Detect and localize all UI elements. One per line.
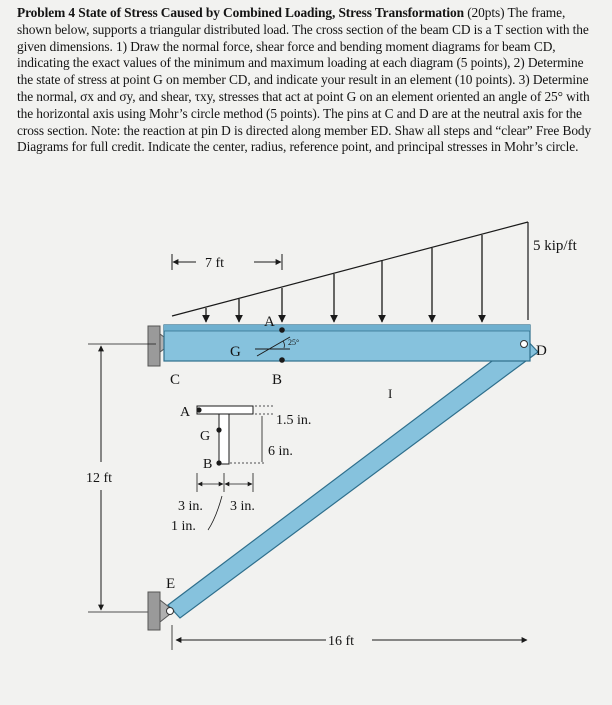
- flange-thickness-label: 1.5 in.: [276, 413, 312, 428]
- dimension-16ft-label: 16 ft: [328, 634, 355, 649]
- section-symbol: I: [388, 386, 393, 401]
- problem-heading: Problem 4 State of Stress Caused by Combined Loading, Stress Transformation: [17, 5, 464, 20]
- problem-points: (20pts): [467, 5, 505, 20]
- frame-figure: [0, 210, 612, 700]
- point-a-marker: [279, 327, 285, 333]
- t-flange: [197, 406, 253, 414]
- dimension-7ft: [172, 254, 282, 271]
- pin-d: [521, 341, 528, 348]
- point-d-label: D: [536, 343, 547, 359]
- section-g-label: G: [200, 429, 211, 444]
- dimension-16ft: [172, 625, 527, 650]
- angle-label: 25°: [288, 338, 300, 347]
- point-e-label: E: [166, 576, 176, 592]
- load-profile-line: [172, 222, 528, 316]
- web-depth-label: 6 in.: [268, 444, 293, 459]
- distributed-load: [172, 222, 578, 322]
- section-a-label: A: [180, 405, 191, 420]
- point-b-label: B: [272, 372, 283, 388]
- point-g-label: G: [230, 344, 241, 360]
- load-intensity-label: 5 kip/ft: [533, 238, 577, 254]
- problem-body: The frame, shown below, supports a triangular distributed load. The cross section of the beam CD is a T section with the given dimensions. 1) Draw the normal force, shear force and bending moment diagrams for beam CD, indicating the exact values of the minimum and maximum loading at each diagram (5 points), 2) Determine the state of stress at point G on member CD, and indicate your result in an element (10 points). 3) Determine the normal, σx and σy, and shear, τxy, stresses that act at point G on an element oriented an angle of 25° with the horizontal axis using Mohr’s circle method (5 points). The pins at C and D are at the neutral axis for the cross section. Note: the reaction at pin D is directed along member ED. Shaw all steps and “clear” Free Body Diagrams for full credit. Indicate the center, radius, reference point, and principal stresses in Mohr’s circle.: [17, 5, 592, 155]
- web-thickness-label: 1 in.: [171, 519, 196, 534]
- dimension-12ft: [86, 344, 156, 612]
- member-ed: [168, 337, 538, 618]
- beam-top-flange-shade: [164, 325, 530, 331]
- point-c-label: C: [170, 372, 181, 388]
- half-width-left-label: 3 in.: [178, 499, 203, 514]
- section-b-label: B: [203, 457, 213, 472]
- dimension-7ft-label: 7 ft: [205, 256, 225, 271]
- dimension-12ft-label: 12 ft: [86, 471, 113, 486]
- t-web: [219, 414, 229, 464]
- point-a-label: A: [264, 314, 275, 330]
- point-b-marker: [279, 357, 285, 363]
- half-width-right-label: 3 in.: [230, 499, 255, 514]
- problem-statement: [17, 5, 602, 156]
- frame-diagram: [0, 210, 612, 700]
